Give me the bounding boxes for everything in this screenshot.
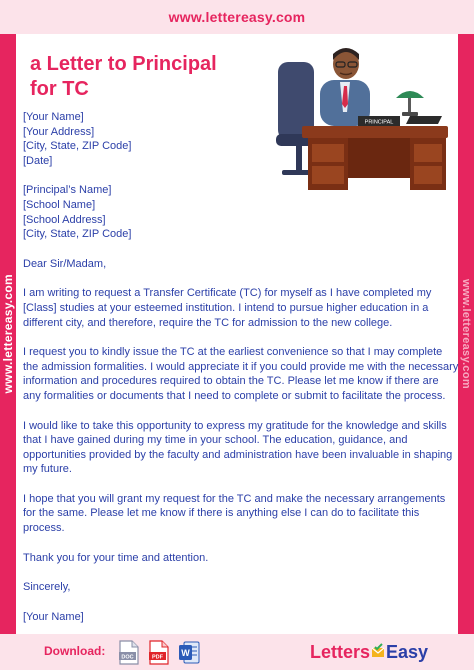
paragraph-2: I request you to kindly issue the TC at the earliest convenience so that I may complete the admission formalities. I would appreciate it if you could provide me with the necessary information and procedures required to obtain the TC. Please let me know if there are any formalities or documents that I need to complete or submit to facilitate the process. (23, 346, 459, 402)
thanks-line: Thank you for your time and attention. (23, 551, 209, 564)
sender-date: [Date] (23, 154, 53, 167)
side-watermark-left (0, 34, 16, 634)
sender-city: [City, State, ZIP Code] (23, 140, 132, 153)
brand-part-2: Easy (386, 641, 429, 662)
recipient-school: [School Name] (23, 198, 96, 211)
pdf-file-icon[interactable] (148, 640, 170, 665)
sender-name: [Your Name] (23, 111, 84, 123)
doc-icon-label: DOC (121, 654, 134, 661)
brand-logo[interactable] (310, 639, 428, 665)
page-title (30, 52, 290, 102)
recipient-city: [City, State, ZIP Code] (23, 228, 132, 241)
paragraph-4: I hope that you will grant my request for the TC and make the necessary arrangements for the same. Please let me know if there is anything else I can do to facilitate this process. (23, 492, 446, 535)
letter-page (16, 34, 458, 634)
paragraph-3: I would like to take this opportunity to express my gratitude for the knowledge and skills that I have gained during my time in your school. The education, guidance, and opportunities provided by the faculty and administration have been invaluable in shaping my future. (23, 419, 453, 476)
site-url[interactable]: www.lettereasy.com (168, 9, 306, 25)
side-url-left: www.lettereasy.com (1, 274, 15, 394)
title-line-2: for TC (30, 78, 89, 100)
salutation: Dear Sir/Madam, (23, 257, 107, 270)
recipient-name: [Principal’s Name] (23, 184, 112, 197)
letter-body (23, 110, 459, 639)
sender-address: [Your Address] (23, 125, 95, 138)
site-banner (0, 0, 474, 34)
paragraph-1: I am writing to request a Transfer Certificate (TC) for myself as I have completed my [Class] studies at your esteemed institution. I intend to pursue higher education in a different city, and therefore, require the TC for admission to the new college. (23, 287, 432, 329)
word-file-icon[interactable] (178, 640, 200, 665)
side-url-right: www.lettereasy.com (460, 279, 472, 389)
side-watermark-right (458, 34, 474, 634)
title-line-1: a Letter to Principal (30, 53, 217, 75)
doc-file-icon[interactable] (118, 640, 140, 665)
envelope-check-icon (371, 643, 385, 659)
word-icon-label: W (181, 648, 190, 658)
brand-part-1: Letters (310, 641, 371, 662)
nameplate-text: PRINCIPAL (364, 119, 394, 126)
download-label: Download: (44, 644, 106, 658)
sender-block (23, 110, 453, 168)
closing-line: Sincerely, (23, 581, 71, 594)
recipient-block (23, 183, 453, 241)
download-bar (0, 634, 474, 670)
lamp-shade (396, 91, 424, 98)
pdf-icon-label: PDF (152, 654, 163, 661)
signature-line: [Your Name] (23, 610, 84, 623)
recipient-address: [School Address] (23, 213, 106, 226)
